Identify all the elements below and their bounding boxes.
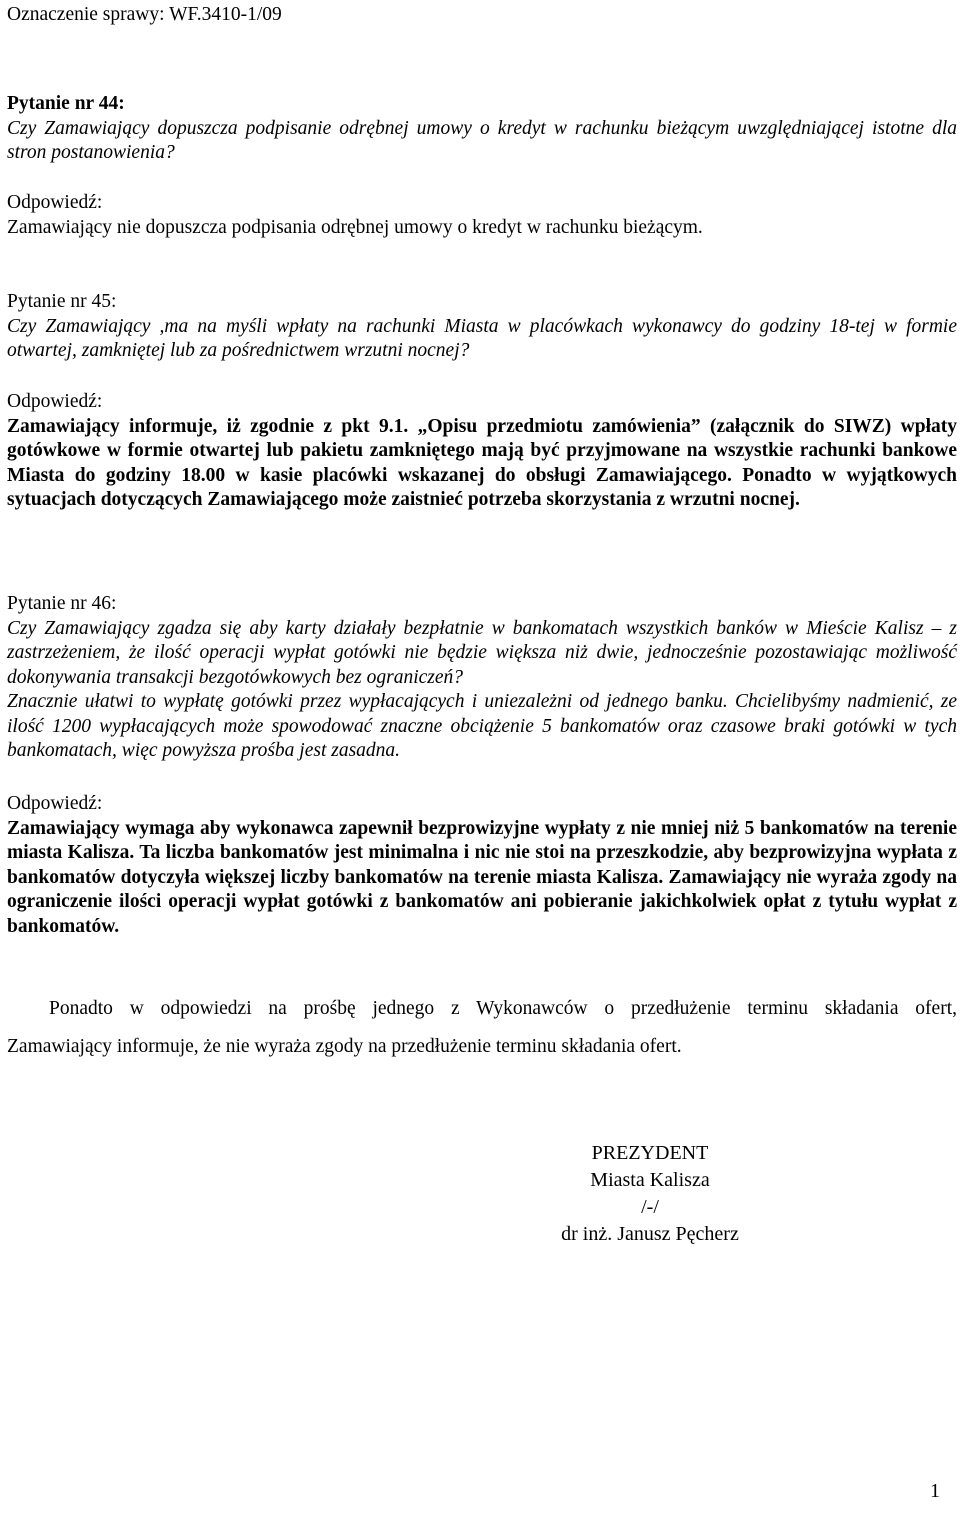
question-45-section xyxy=(7,290,957,364)
answer-46-section xyxy=(7,792,957,939)
signature-block xyxy=(540,1140,760,1248)
signature-name: dr inż. Janusz Pęcherz xyxy=(561,1223,739,1245)
answer-46-text: Zamawiający wymaga aby wykonawca zapewnił bezprowizyjne wypłaty z nie mniej niż 5 bankomatów na terenie miasta Kalisza. Ta liczba bankomatów jest minimalna i nic nie stoi na przeszkodzie, aby bezprowizyjna wypłata z bankomatów dotyczyła większej liczby bankomatów na terenie miasta Kalisza. Zamawiający nie wyraża zgody na ograniczenie ilości operacji wypłat gotówki z bankomatów ani pobieranie jakichkolwiek opłat z tytułu wypłat z bankomatów. xyxy=(7,817,957,937)
question-46-section xyxy=(7,592,957,764)
question-45-label: Pytanie nr 45: xyxy=(7,291,117,312)
closing-paragraph xyxy=(7,990,957,1066)
signature-mark: /-/ xyxy=(641,1196,659,1218)
answer-45-text: Zamawiający informuje, iż zgodnie z pkt 9.1. „Opisu przedmiotu zamówienia” (załącznik do SIWZ) wpłaty gotówkowe w formie otwartej lub pakietu zamkniętego mają być przyjmowane na wszystkie rachunki bankowe Miasta do godziny 18.00 w kasie placówki wskazanej do obsługi Zamawiającego. Ponadto w wyjątkowych sytuacjach dotyczących Zamawiającego może zaistnieć potrzeba skorzystania z wrzutni nocnej. xyxy=(7,415,957,510)
answer-45-section xyxy=(7,390,957,513)
question-45-text: Czy Zamawiający ,ma na myśli wpłaty na rachunki Miasta w placówkach wykonawcy do godziny 18-tej w formie otwartej, zamkniętej lub za pośrednictwem wrzutni nocnej? xyxy=(7,315,957,361)
question-44-section xyxy=(7,92,957,166)
page-number: 1 xyxy=(930,1480,940,1502)
answer-44-label: Odpowiedź: xyxy=(7,192,103,213)
question-46-text: Czy Zamawiający zgadza się aby karty działały bezpłatnie w bankomatach wszystkich banków w Mieście Kalisz – z zastrzeżeniem, że ilość operacji wypłat gotówki nie będzie większa niż dwie, jednocześnie pozostawiając możliwość dokonywania transakcji bezgotówkowych bez ograniczeń? xyxy=(7,617,957,688)
question-44-text: Czy Zamawiający dopuszcza podpisanie odrębnej umowy o kredyt w rachunku bieżącym uwzględniającej istotne dla stron postanowienia? xyxy=(7,117,957,163)
answer-44-section xyxy=(7,191,957,240)
signature-title: PREZYDENT xyxy=(591,1142,709,1164)
answer-45-label: Odpowiedź: xyxy=(7,391,103,412)
case-reference: Oznaczenie sprawy: WF.3410-1/09 xyxy=(7,4,282,25)
question-46-text-continued: Znacznie ułatwi to wypłatę gotówki przez wypłacających i uniezależni od jednego banku. Chcielibyśmy nadmienić, ze ilość 1200 wypłacających może spowodować znaczne obciążenie 5 bankomatów oraz czasowe braki gotówki w tych bankomatach, więc powyższa prośba jest zasadna. xyxy=(7,691,957,761)
question-46-label: Pytanie nr 46: xyxy=(7,593,117,614)
answer-46-label: Odpowiedź: xyxy=(7,793,103,814)
signature-city: Miasta Kalisza xyxy=(590,1169,710,1191)
closing-line-1: Ponadto w odpowiedzi na prośbę jednego z Wykonawców o przedłużenie terminu składania ofert, xyxy=(49,998,957,1019)
answer-44-text: Zamawiający nie dopuszcza podpisania odrębnej umowy o kredyt w rachunku bieżącym. xyxy=(7,216,703,238)
closing-line-2: Zamawiający informuje, że nie wyraża zgody na przedłużenie terminu składania ofert. xyxy=(7,1036,682,1057)
question-44-label: Pytanie nr 44: xyxy=(7,93,125,114)
